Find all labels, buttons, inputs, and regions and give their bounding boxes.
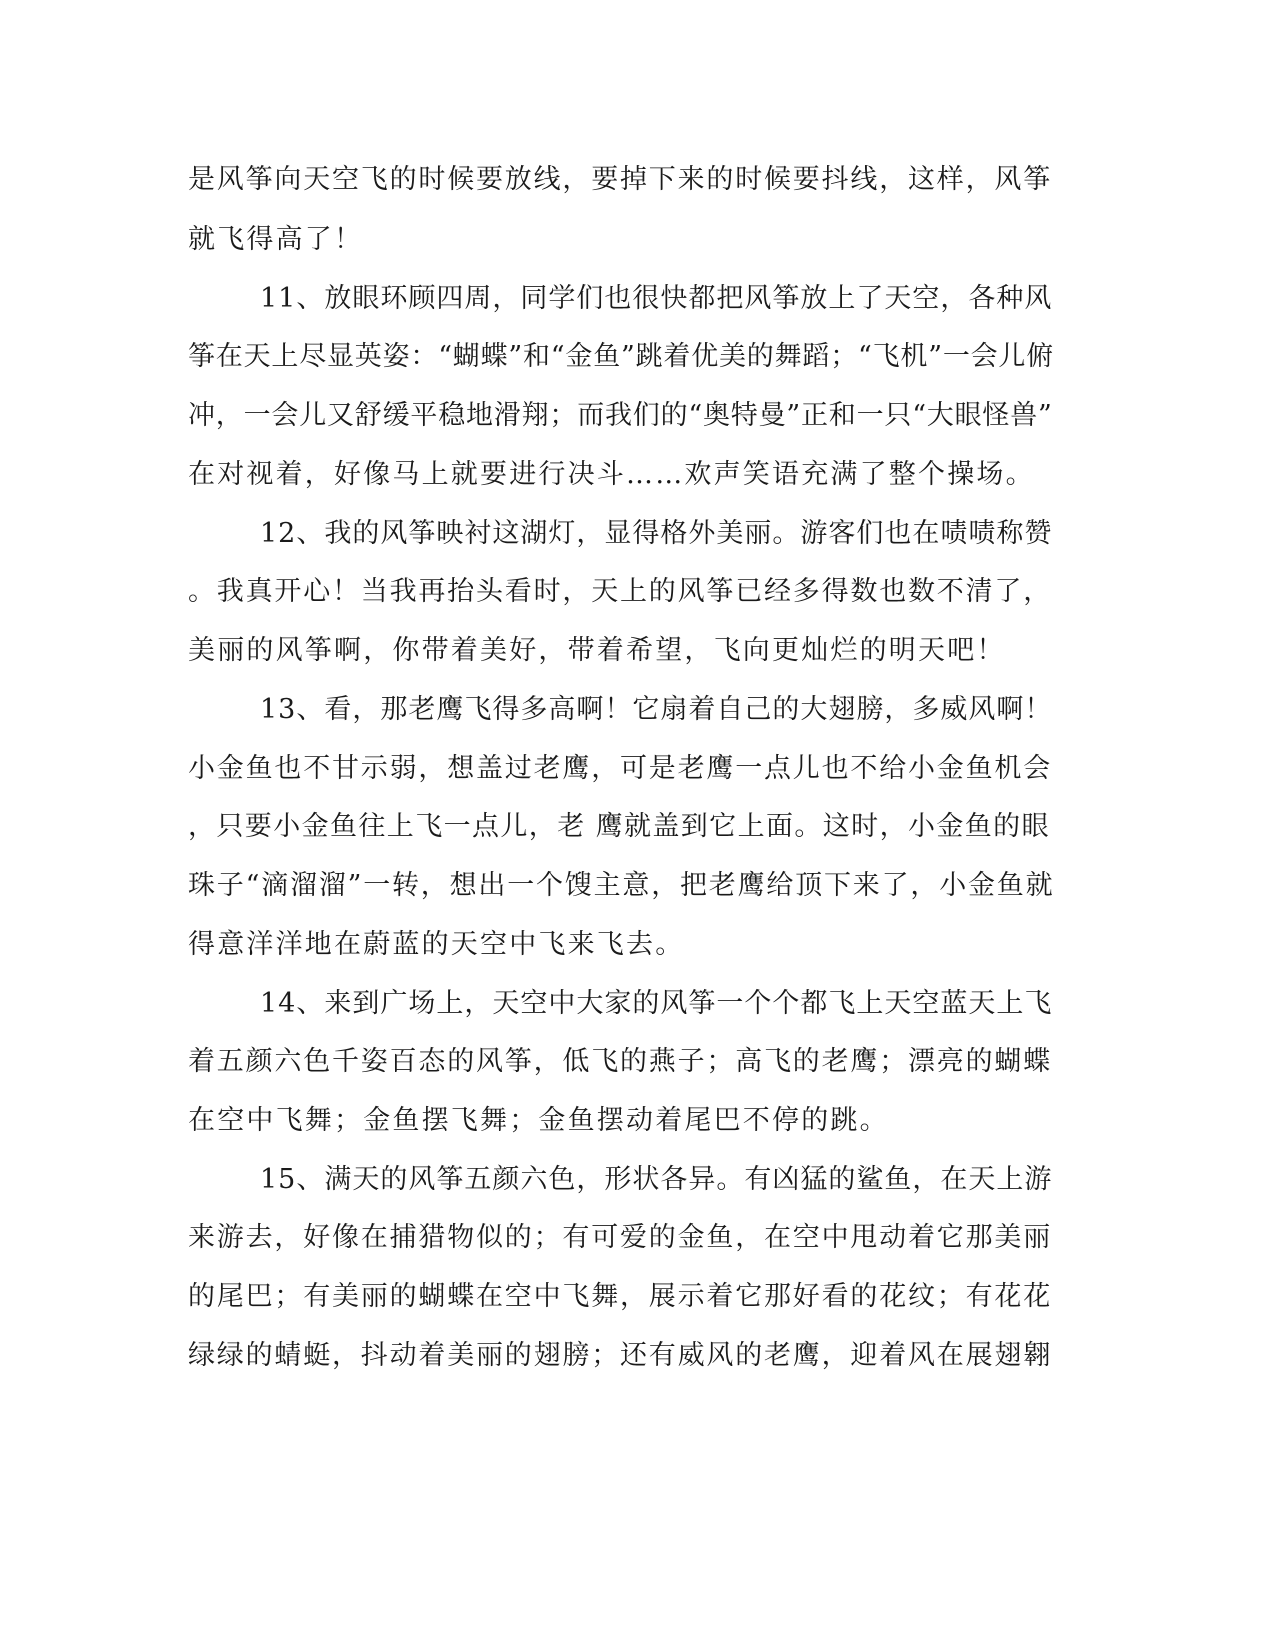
paragraph-15-start: 15、满天的风筝五颜六色，形状各异。有凶猛的鲨鱼，在天上游 xyxy=(260,1164,1053,1195)
text-line: 在对视着，好像马上就要进行决斗……欢声笑语充满了整个操场。 xyxy=(188,459,1035,490)
text-line: ，只要小金鱼往上飞一点儿，老 鹰就盖到它上面。这时，小金鱼的眼 xyxy=(188,811,1050,842)
text-line: 在空中飞舞；金鱼摆飞舞；金鱼摆动着尾巴不停的跳。 xyxy=(188,1105,889,1136)
text-line: 筝在天上尽显英姿：“蝴蝶”和“金鱼”跳着优美的舞蹈；“飞机”一会儿俯 xyxy=(188,341,1055,372)
paragraph-14-start: 14、来到广场上，天空中大家的风筝一个个都飞上天空蓝天上飞 xyxy=(260,988,1053,1019)
text-line: 就飞得高了！ xyxy=(188,224,364,255)
text-line: 绿绿的蜻蜓，抖动着美丽的翅膀；还有威风的老鹰，迎着风在展翅翱 xyxy=(188,1340,1052,1371)
paragraph-13-start: 13、看，那老鹰飞得多高啊！它扇着自己的大翅膀，多威风啊！ xyxy=(260,694,1053,725)
text-line: 得意洋洋地在蔚蓝的天空中飞来飞去。 xyxy=(188,929,685,960)
text-line: 的尾巴；有美丽的蝴蝶在空中飞舞，展示着它那好看的花纹；有花花 xyxy=(188,1281,1052,1312)
text-line: 。我真开心！当我再抬头看时，天上的风筝已经多得数也数不清了， xyxy=(188,576,1052,607)
text-line: 着五颜六色千姿百态的风筝，低飞的燕子；高飞的老鹰；漂亮的蝴蝶 xyxy=(188,1046,1052,1077)
text-line: 美丽的风筝啊，你带着美好，带着希望，飞向更灿烂的明天吧！ xyxy=(188,635,1006,666)
text-line: 来游去，好像在捕猎物似的；有可爱的金鱼，在空中甩动着它那美丽 xyxy=(188,1222,1052,1253)
paragraph-12-start: 12、我的风筝映衬这湖灯，显得格外美丽。游客们也在啧啧称赞 xyxy=(260,518,1053,549)
paragraph-11-start: 11、放眼环顾四周，同学们也很快都把风筝放上了天空，各种风 xyxy=(260,283,1053,314)
text-line: 冲，一会儿又舒缓平稳地滑翔；而我们的“奥特曼”正和一只“大眼怪兽” xyxy=(188,400,1053,431)
text-line: 珠子“滴溜溜”一转，想出一个馊主意，把老鹰给顶下来了，小金鱼就 xyxy=(188,870,1055,901)
text-line: 小金鱼也不甘示弱，想盖过老鹰，可是老鹰一点儿也不给小金鱼机会 xyxy=(188,753,1052,784)
text-line: 是风筝向天空飞的时候要放线，要掉下来的时候要抖线，这样，风筝 xyxy=(188,164,1052,195)
